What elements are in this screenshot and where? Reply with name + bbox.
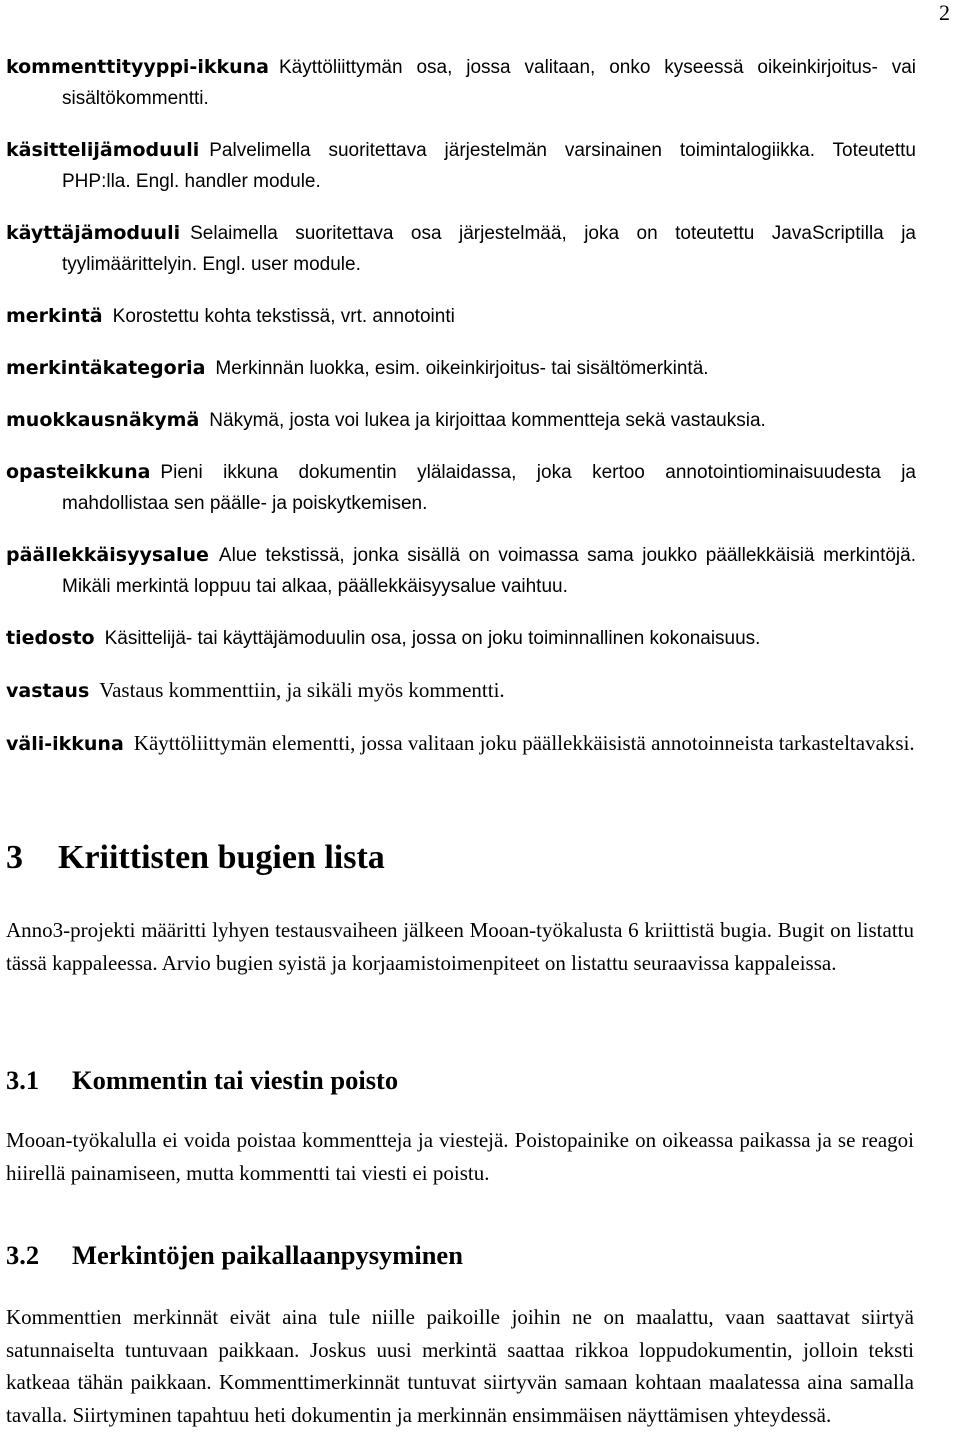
- glossary-entry: [6, 353, 916, 384]
- glossary-definition: Korostettu kohta tekstissä, vrt. annotointi: [112, 306, 455, 327]
- glossary-definition: Käyttöliittymän elementti, jossa valitaan joku päällekkäisistä annotoinneista tarkasteltavaksi.: [133, 731, 915, 755]
- glossary-term: merkintä: [6, 305, 103, 327]
- glossary-entry: [6, 135, 916, 197]
- glossary-term: päällekkäisyysalue: [6, 544, 209, 566]
- glossary-term: merkintäkategoria: [6, 357, 206, 379]
- glossary-term: opasteikkuna: [6, 461, 151, 483]
- glossary-entry: [6, 675, 916, 707]
- glossary-definition: Vastaus kommenttiin, ja sikäli myös kommentti.: [99, 678, 505, 702]
- subsection-paragraph: Mooan-työkalulla ei voida poistaa kommentteja ja viestejä. Poistopainike on oikeassa paikassa ja se reagoi hiirellä painamiseen, mutta kommentti tai viesti ei poistu.: [6, 1128, 914, 1185]
- glossary-term: muokkausnäkymä: [6, 409, 200, 431]
- glossary-entry: [6, 218, 916, 280]
- glossary-entry: [6, 623, 916, 654]
- glossary-definition: Käyttöliittymän osa, jossa valitaan, onko kyseessä oikeinkirjoitus- vai sisältökommentti.: [62, 57, 916, 109]
- subsection-heading: [6, 1063, 398, 1097]
- glossary-term: vastaus: [6, 680, 90, 702]
- glossary-definition: Käsittelijä- tai käyttäjämoduulin osa, jossa on joku toiminnallinen kokonaisuus.: [104, 628, 761, 649]
- section-heading: [6, 836, 385, 880]
- subsection-paragraph: Kommenttien merkinnät eivät aina tule niille paikoille joihin ne on maalattu, vaan saattavat siirtyä satunnaiselta tuntuvaan paikkaan. Joskus uusi merkintä saattaa rikkoa loppudokumentin, jolloin teksti katkeaa tähän paikkaan. Kommenttimerkinnät tuntuvat siirtyvän samaan kohtaan maalatessa aina samalla tavalla. Siirtyminen tapahtuu heti dokumentin ja merkinnän ensimmäisen näyttämisen yhteydessä.: [6, 1305, 914, 1427]
- subsection-title: Merkintöjen paikallaanpysyminen: [72, 1240, 463, 1270]
- glossary-term: väli-ikkuna: [6, 733, 124, 755]
- section-title: Kriittisten bugien lista: [58, 839, 385, 876]
- subsection-number: 3.2: [6, 1240, 40, 1270]
- glossary-term: kommenttityyppi-ikkuna: [6, 56, 269, 78]
- subsection-title: Kommentin tai viestin poisto: [72, 1065, 399, 1095]
- subsection-heading: [6, 1238, 463, 1272]
- glossary-definition: Pieni ikkuna dokumentin ylälaidassa, joka kertoo annotointiominaisuudesta ja mahdollistaa sen päälle- ja poiskytkemisen.: [62, 462, 916, 514]
- glossary-entry: [6, 52, 916, 114]
- glossary-term: tiedosto: [6, 627, 95, 649]
- glossary-definition: Näkymä, josta voi lukea ja kirjoittaa kommentteja sekä vastauksia.: [209, 410, 766, 431]
- glossary-list: [6, 52, 916, 781]
- section-intro-paragraph: Anno3-projekti määritti lyhyen testausvaiheen jälkeen Mooan-työkalusta 6 kriittistä bugia. Bugit on listattu tässä kappaleessa. Arvio bugien syistä ja korjaamistoimenpiteet on listattu seuraavissa kappaleissa.: [6, 918, 914, 975]
- subsection-number: 3.1: [6, 1065, 40, 1095]
- glossary-entry: [6, 728, 916, 760]
- glossary-term: käyttäjämoduuli: [6, 222, 181, 244]
- glossary-term: käsittelijämoduuli: [6, 139, 200, 161]
- glossary-entry: [6, 540, 916, 602]
- glossary-definition: Selaimella suoritettava osa järjestelmää, joka on toteutettu JavaScriptilla ja tyylimäärittelyin. Engl. user module.: [62, 223, 916, 275]
- section-number: 3: [6, 839, 23, 876]
- page-number: 2: [939, 0, 950, 25]
- glossary-definition: Palvelimella suoritettava järjestelmän varsinainen toimintalogiikka. Toteutettu PHP:lla. Engl. handler module.: [62, 140, 916, 192]
- glossary-entry: [6, 301, 916, 332]
- glossary-entry: [6, 457, 916, 519]
- glossary-entry: [6, 405, 916, 436]
- glossary-definition: Alue tekstissä, jonka sisällä on voimassa sama joukko päällekkäisiä merkintöjä. Mikäli merkintä loppuu tai alkaa, päällekkäisyysalue vaihtuu.: [62, 545, 916, 597]
- glossary-definition: Merkinnän luokka, esim. oikeinkirjoitus- tai sisältömerkintä.: [215, 358, 709, 379]
